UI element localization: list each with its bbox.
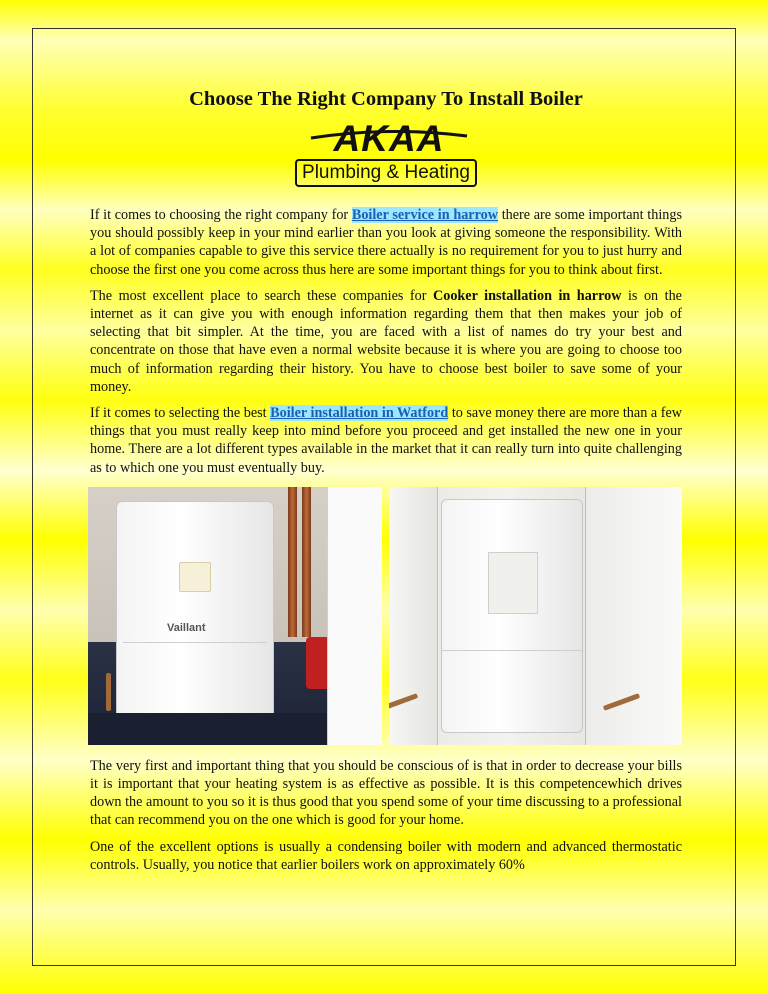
boiler-photo-right [389, 487, 683, 745]
cabinet-door [327, 487, 382, 745]
boiler-lower-panel [123, 642, 267, 709]
p1-text-after: there are some important things you should possibly keep in your mind earlier than you look at giving someone the responsibility. With a lot of companies capable to give this service there actually is no requirement for you to just hurry and choose the first one you come across thus here are some important things for you to think about first. [90, 207, 682, 278]
boiler-service-harrow-link[interactable]: Boiler service in harrow [351, 207, 498, 223]
boiler-sticker [179, 562, 211, 592]
p3-text-before: If it comes to selecting the best [90, 405, 271, 422]
paragraph-5: One of the excellent options is usually a condensing boiler with modern and advanced thermostatic controls. Usually, you notice that earlier boilers work on approximately 60% [90, 838, 682, 873]
logo-wordmark: AKAA [333, 118, 445, 159]
boiler-photos [88, 487, 682, 745]
p2-text-after: is on the internet as it can give you with enough information regarding them that then makes your job of selecting that bit simpler. At the time, you are faced with a list of names do try your best and concentrate on those that have even a normal website because it is where you are going to choose too much of information regarding their history. You have to choose best boiler to save some of your money. [90, 287, 682, 395]
paragraph-2 [90, 287, 682, 396]
logo-swoosh-icon [309, 130, 469, 140]
company-logo [291, 120, 481, 194]
p2-text-before: The most excellent place to search these companies for [90, 287, 433, 304]
wall-boiler-white [441, 499, 583, 733]
cabinet-handle [106, 673, 111, 711]
document-content [90, 86, 682, 882]
paragraph-3 [90, 404, 682, 477]
cupboard-door-left [389, 487, 438, 745]
p3-text-after: to save money there are more than a few things that you must really keep into mind before you proceed and get installed the new one in your home. There are a lot different types available in the market that it can really turn into quite challenging as to which one you must eventually buy. [90, 405, 682, 476]
boiler-lower-panel [442, 650, 582, 733]
paragraph-4: The very first and important thing that you should be conscious of is that in order to decrease your bills it is important that your heating system is as effective as possible. It is this competencewhich drives down the amount to you so it is thus good that you spend some of your time discussing to a professional that can recommend you on the one which is good for your home. [90, 757, 682, 829]
logo-tagline: Plumbing & Heating [295, 159, 477, 187]
boiler-brand: Vaillant [167, 621, 206, 634]
cooker-installation-bold: Cooker installation in harrow [432, 287, 622, 304]
p1-text-before: If it comes to choosing the right company for [90, 207, 352, 223]
page-title: Choose The Right Company To Install Boiler [189, 88, 583, 110]
copper-pipe [288, 487, 297, 637]
cupboard-door-right [585, 487, 682, 745]
paragraph-1 [90, 206, 682, 279]
wall-boiler-white [116, 501, 274, 719]
boiler-photo-left [88, 487, 382, 745]
boiler-installation-watford-link[interactable]: Boiler installation in Watford [270, 405, 449, 422]
boiler-label [488, 552, 538, 614]
copper-pipe [302, 487, 311, 637]
